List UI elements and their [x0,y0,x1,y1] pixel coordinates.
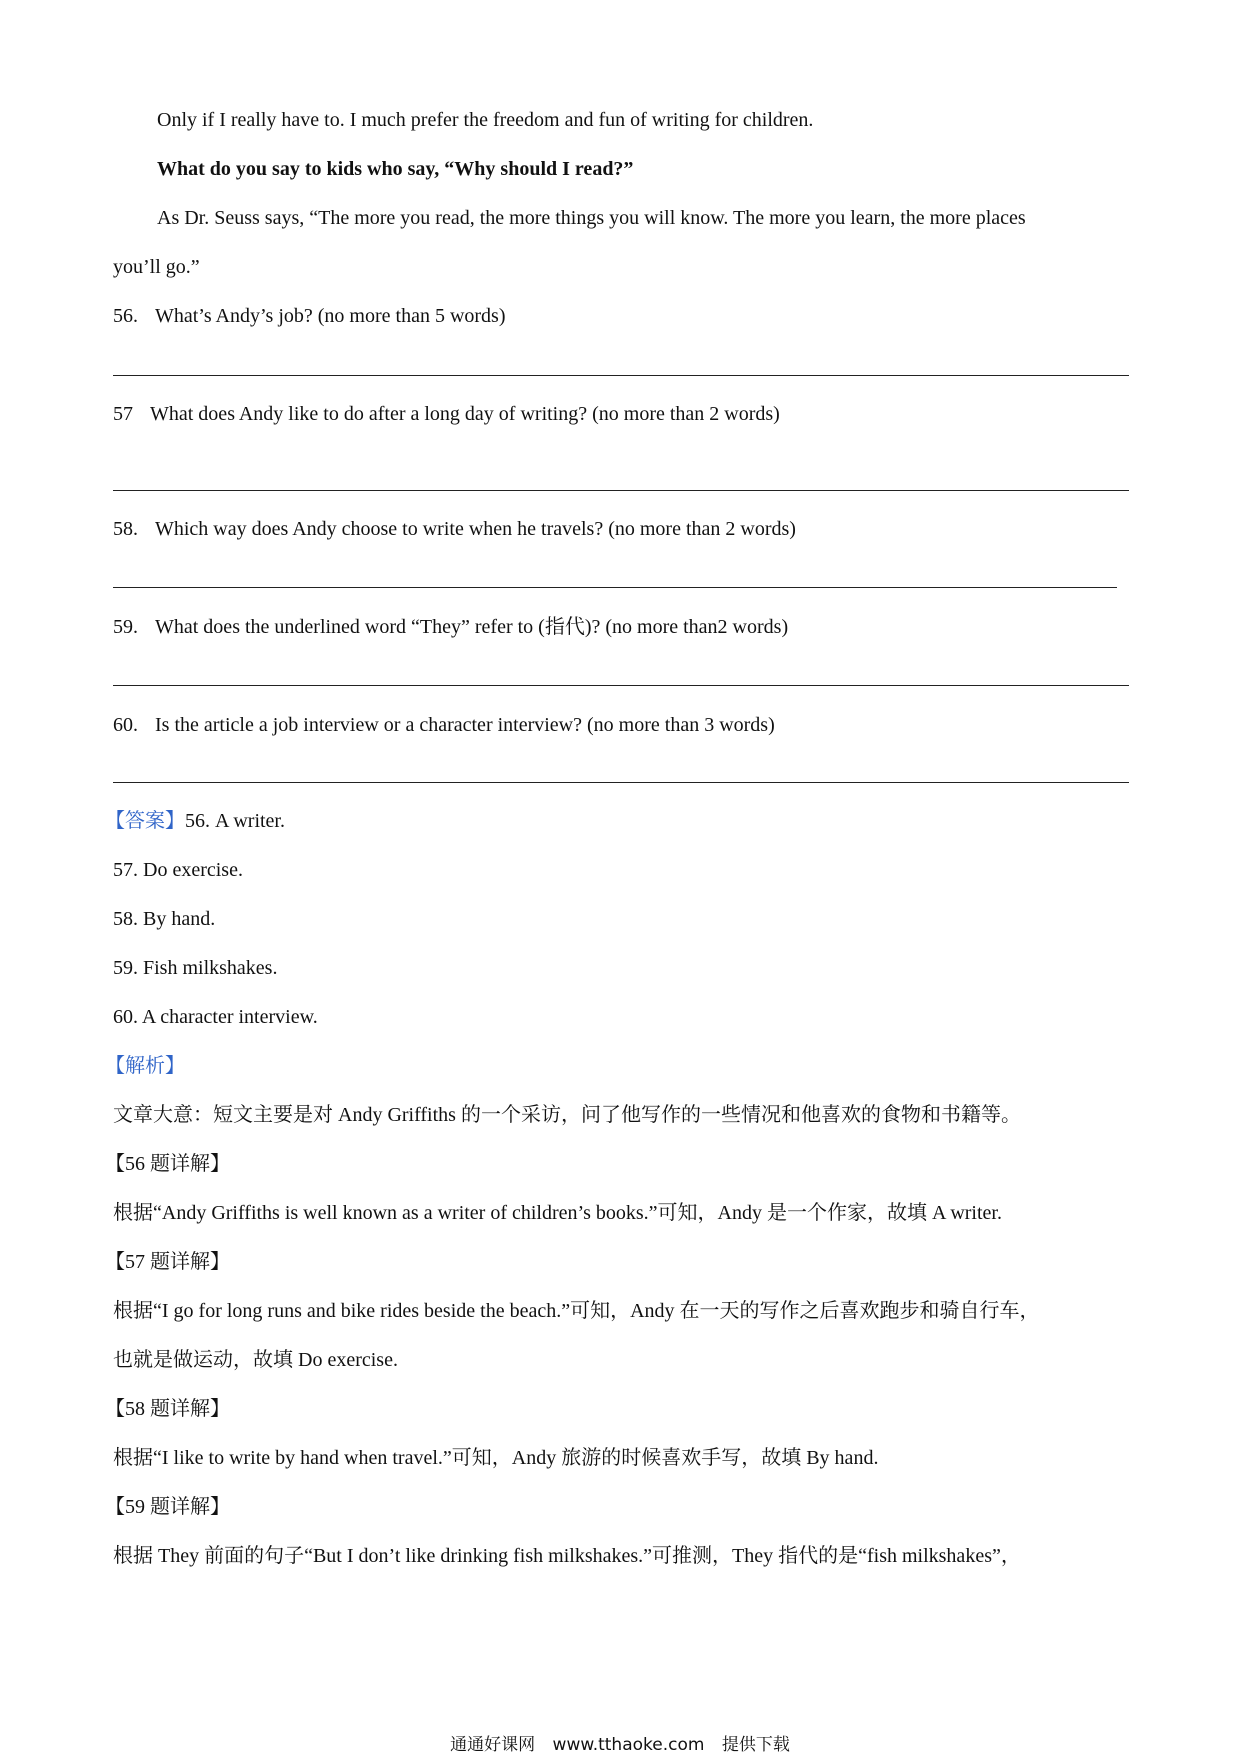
question-number: 58. [113,518,138,540]
question-number: 60. [113,714,138,736]
q59-detail-title: 【59 题详解】 [105,1496,230,1518]
question-58 [113,517,796,541]
question-59 [113,615,788,639]
question-text: What does the underlined word “They” refer to (指代)? (no more than2 words) [155,616,789,638]
answer-line [113,490,1129,491]
question-number: 59. [113,616,138,638]
question-60 [113,713,775,737]
question-text: What’s Andy’s job? (no more than 5 words) [155,305,506,327]
passage-line: you’ll go.” [113,256,200,278]
analysis-summary: 文章大意：短文主要是对 Andy Griffiths 的一个采访，问了他写作的一些情况和他喜欢的食物和书籍等。 [113,1104,1021,1126]
analysis-label: 【解析】 [105,1055,185,1077]
answer-first [105,809,285,833]
page-footer [0,1730,1240,1755]
question-text: What does Andy like to do after a long day of writing? (no more than 2 words) [150,403,780,425]
answer-item: 60. A character interview. [113,1006,318,1028]
answer-label: 【答案】 [105,810,185,832]
answer-item: 59. Fish milkshakes. [113,957,278,979]
question-number: 57 [113,403,133,425]
answer-item: 57. Do exercise. [113,859,243,881]
footer-url[interactable]: www.tthaoke.com [552,1735,705,1755]
q56-detail-title: 【56 题详解】 [105,1153,230,1175]
answer-line [113,587,1117,588]
question-number: 56. [113,305,138,327]
answer-text: 56. A writer. [185,810,285,832]
answer-item: 58. By hand. [113,908,216,930]
footer-site-name: 通通好课网 [450,1735,536,1755]
passage-line: As Dr. Seuss says, “The more you read, the more things you will know. The more you learn, the more places [157,207,1026,229]
q59-detail-text: 根据 They 前面的句子“But I don’t like drinking fish milkshakes.”可推测，They 指代的是“fish milkshakes”， [113,1545,1021,1567]
q58-detail-text: 根据“I like to write by hand when travel.”可知，Andy 旅游的时候喜欢手写，故填 By hand. [113,1447,879,1469]
q57-detail-text: 也就是做运动，故填 Do exercise. [113,1349,398,1371]
answer-line [113,685,1129,686]
question-56 [113,304,506,328]
interview-question: What do you say to kids who say, “Why should I read?” [157,158,634,180]
answer-line [113,375,1129,376]
q57-detail-title: 【57 题详解】 [105,1251,230,1273]
q57-detail-text: 根据“I go for long runs and bike rides beside the beach.”可知，Andy 在一天的写作之后喜欢跑步和骑自行车， [113,1300,1040,1322]
passage-line: Only if I really have to. I much prefer the freedom and fun of writing for children. [157,109,814,131]
footer-suffix: 提供下载 [721,1735,790,1755]
question-text: Which way does Andy choose to write when he travels? (no more than 2 words) [155,518,796,540]
answer-line [113,782,1129,783]
question-57 [113,402,780,426]
q56-detail-text: 根据“Andy Griffiths is well known as a writer of children’s books.”可知，Andy 是一个作家，故填 A writer. [113,1202,1002,1224]
q58-detail-title: 【58 题详解】 [105,1398,230,1420]
question-text: Is the article a job interview or a character interview? (no more than 3 words) [155,714,775,736]
